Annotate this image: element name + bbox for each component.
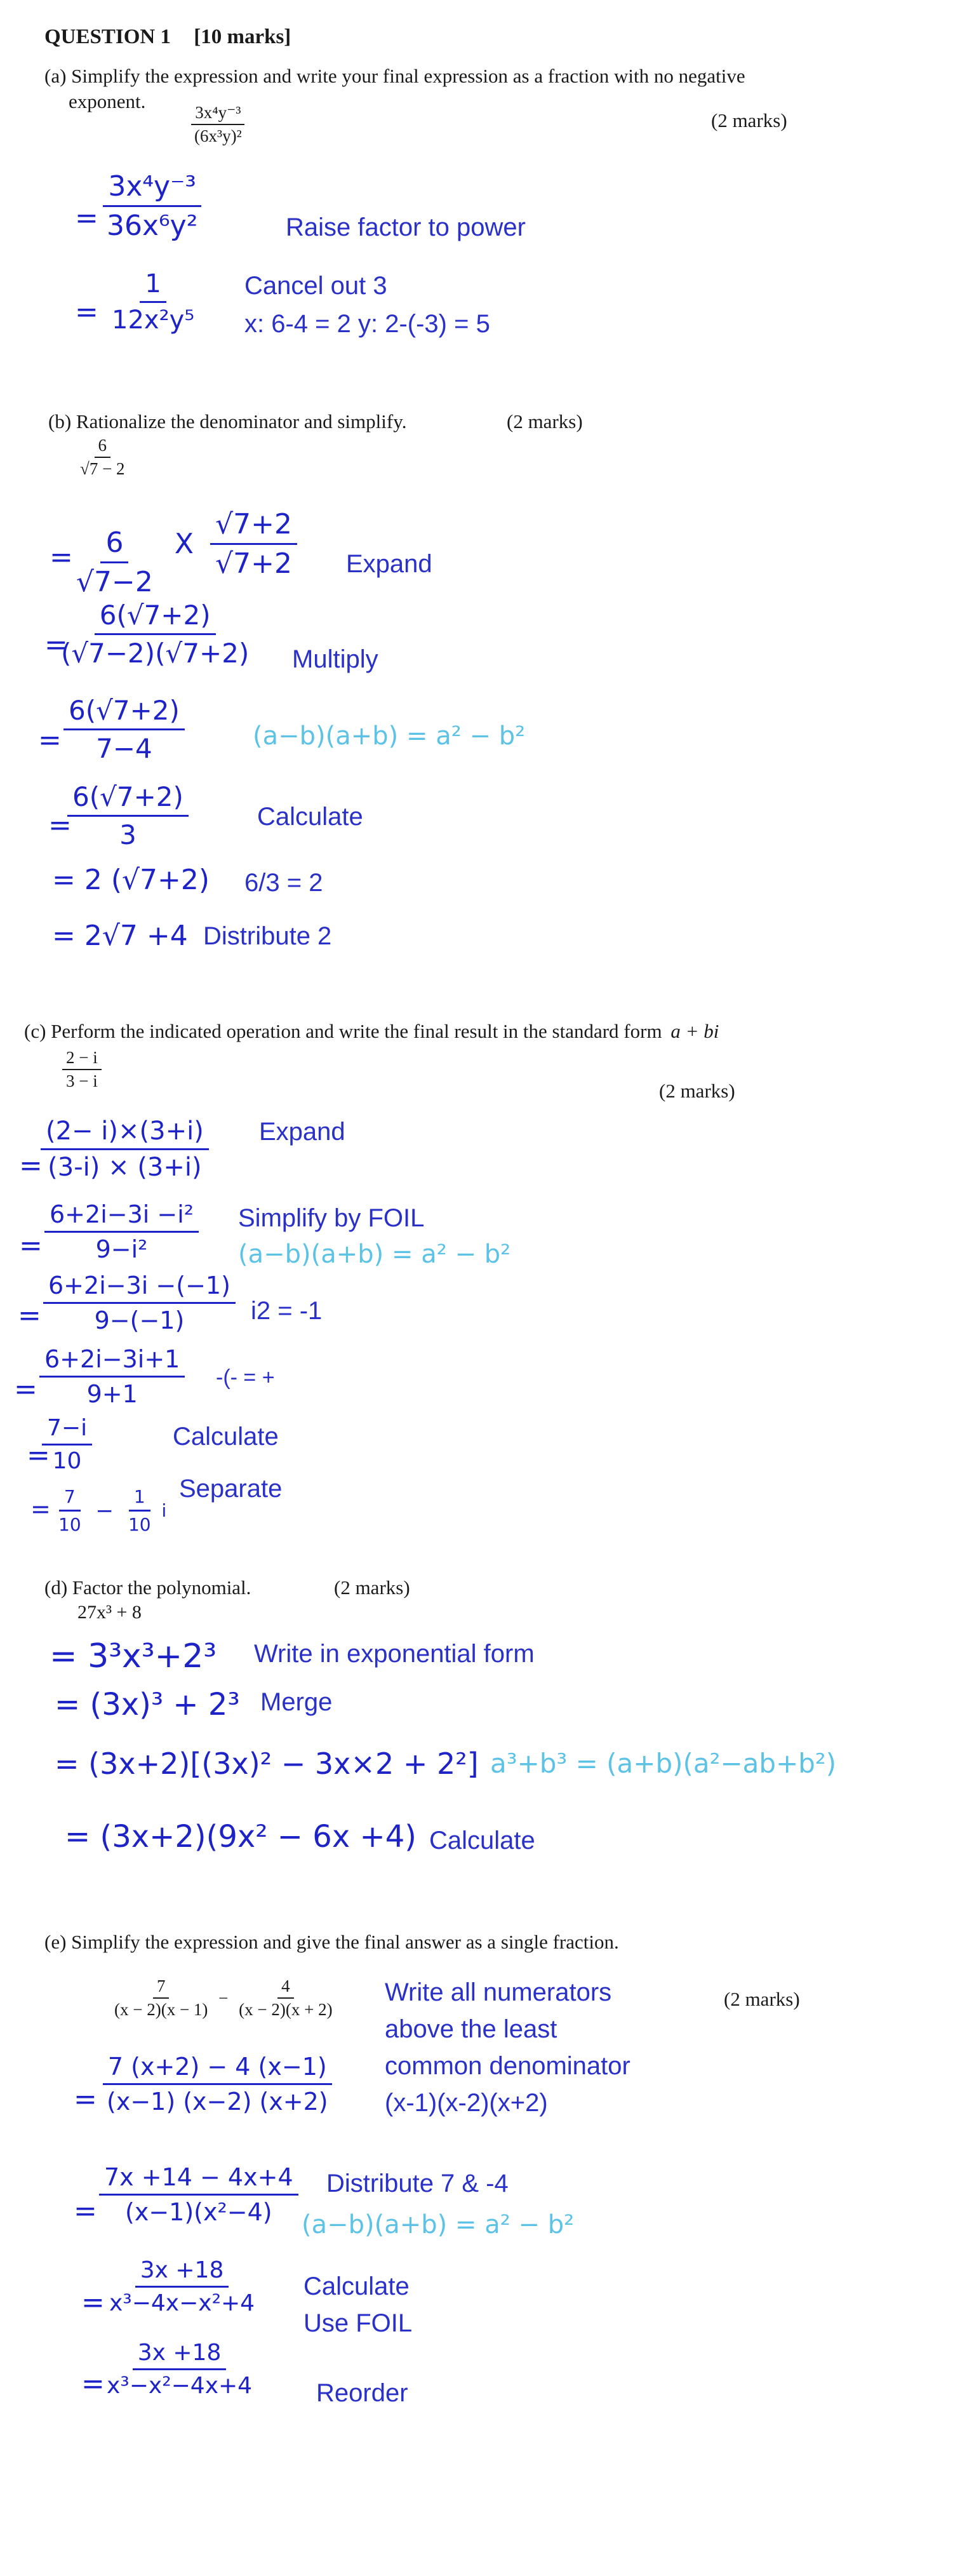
part-e-marks: (2 marks) — [724, 1988, 800, 2010]
equals-sign: = — [30, 1495, 51, 1523]
equals-sign: = — [74, 2083, 97, 2116]
part-e-step4 — [102, 2340, 257, 2399]
part-c-step4-note: -(- = + — [216, 1365, 275, 1390]
part-e-expr-num2: 4 — [277, 1976, 294, 1999]
part-b-expr-numerator: 6 — [95, 436, 111, 458]
part-d-expression: 27x³ + 8 — [77, 1602, 142, 1623]
part-b-step6-expression: = 2√7 +4 — [52, 920, 188, 952]
part-e-step3 — [104, 2257, 260, 2316]
part-b-s1-den1: √7−2 — [76, 565, 153, 598]
part-b-s1-den2: √7+2 — [215, 547, 292, 580]
question-title — [44, 25, 291, 49]
equals-sign: = — [74, 2195, 97, 2227]
part-e-lcd-note-line1: Write all numerators — [385, 1978, 612, 2006]
part-c-s6-minus: − — [95, 1498, 114, 1524]
part-b-expr-denominator: √7 − 2 — [80, 459, 125, 478]
part-c-s2-numerator: 6+2i−3i −i² — [44, 1200, 199, 1233]
part-c-s6-b-denominator: 10 — [128, 1514, 151, 1535]
part-c-step1-note: Expand — [259, 1118, 345, 1146]
equals-sign: = — [14, 1373, 37, 1405]
part-c-s3-denominator: 9−(−1) — [94, 1306, 185, 1334]
part-c-s2-denominator: 9−i² — [95, 1235, 148, 1263]
part-c-step3 — [43, 1271, 236, 1334]
part-e-s1-denominator: (x−1) (x−2) (x+2) — [107, 2088, 328, 2116]
part-e-s2-denominator: (x−1)(x²−4) — [125, 2198, 272, 2226]
part-c-step6-note: Separate — [179, 1475, 283, 1503]
part-e-step1 — [102, 2053, 333, 2116]
part-a-step1 — [102, 170, 203, 242]
part-e-step3-note2: Use FOIL — [303, 2309, 413, 2337]
part-c-s4-numerator: 6+2i−3i+1 — [39, 1345, 185, 1378]
equals-sign: = — [18, 1299, 41, 1332]
part-b-s3-denominator: 7−4 — [96, 733, 152, 764]
part-b-s3-numerator: 6(√7+2) — [63, 695, 185, 730]
part-b-prompt: (b) Rationalize the denominator and simplify. — [48, 410, 407, 433]
part-b-step4 — [67, 781, 189, 850]
part-a-step2 — [107, 269, 199, 335]
equals-sign: = — [19, 1150, 43, 1182]
part-e-s1-numerator: 7 (x+2) − 4 (x−1) — [103, 2053, 332, 2085]
part-b-step2 — [56, 600, 254, 669]
part-c-prompt — [24, 1020, 719, 1043]
part-c-expr-denominator: 3 − i — [66, 1071, 98, 1090]
part-e-difference-of-squares-note: (a−b)(a+b) = a² − b² — [302, 2210, 575, 2239]
part-a-step2-numerator: 1 — [140, 269, 166, 303]
part-e-s4-numerator: 3x +18 — [133, 2340, 227, 2370]
part-e-s4-denominator: x³−x²−4x+4 — [107, 2373, 253, 2399]
part-b-s1-times: X — [174, 528, 194, 560]
part-c-step5-note: Calculate — [173, 1423, 279, 1451]
part-d-step4-note: Calculate — [429, 1827, 535, 1855]
part-b-step1-note: Expand — [346, 550, 432, 578]
part-c-step2-note: Simplify by FOIL — [238, 1204, 425, 1232]
part-c-s3-numerator: 6+2i−3i −(−1) — [43, 1271, 236, 1304]
part-e-step2 — [99, 2163, 298, 2226]
part-c-s6-i: i — [161, 1500, 167, 1521]
part-d-step1-expression: = 3³x³+2³ — [50, 1637, 217, 1675]
part-a-marks: (2 marks) — [711, 109, 787, 131]
part-c-s1-numerator: (2− i)×(3+i) — [41, 1117, 209, 1150]
equals-sign: = — [27, 1439, 50, 1472]
part-b-s2-numerator: 6(√7+2) — [95, 600, 216, 635]
part-c-step5 — [42, 1415, 92, 1474]
part-c-difference-of-squares-note: (a−b)(a+b) = a² − b² — [238, 1240, 511, 1269]
part-e-step3-note1: Calculate — [303, 2272, 410, 2300]
equals-sign: = — [50, 541, 73, 574]
part-d-step1-note: Write in exponential form — [254, 1640, 535, 1668]
part-e-lcd-note-line4: (x-1)(x-2)(x+2) — [385, 2089, 548, 2117]
equals-sign: = — [19, 1230, 43, 1262]
part-c-s4-denominator: 9+1 — [86, 1380, 138, 1408]
part-c-expr-numerator: 2 − i — [62, 1048, 102, 1070]
part-c-expression — [62, 1048, 102, 1091]
part-e-expr-minus: − — [218, 1988, 229, 2008]
part-a-step1-denominator: 36x⁶y² — [107, 210, 198, 242]
part-b-step5-expression: = 2 (√7+2) — [52, 864, 210, 896]
part-c-step1 — [41, 1117, 209, 1182]
part-a-step1-numerator: 3x⁴y⁻³ — [103, 170, 201, 207]
part-e-s3-denominator: x³−4x−x²+4 — [109, 2290, 255, 2316]
part-c-prompt-text: (c) Perform the indicated operation and write the final result in the standard form — [24, 1020, 662, 1042]
part-e-s3-numerator: 3x +18 — [135, 2257, 229, 2288]
part-d-step2-note: Merge — [260, 1688, 333, 1716]
part-a-expr-numerator: 3x⁴y⁻³ — [191, 103, 244, 125]
part-d-prompt: (d) Factor the polynomial. — [44, 1576, 251, 1599]
part-d-step4-expression: = (3x+2)(9x² − 6x +4) — [65, 1819, 417, 1855]
part-c-s5-numerator: 7−i — [42, 1415, 92, 1446]
part-c-s6-b-numerator: 1 — [129, 1486, 150, 1512]
part-c-s1-denominator: (3-i) × (3+i) — [48, 1153, 202, 1182]
part-e-expr-den1: (x − 2)(x − 1) — [114, 2000, 208, 2019]
part-b-step3 — [63, 695, 185, 764]
part-d-step3-expression: = (3x+2)[(3x)² − 3x×2 + 2²] — [55, 1747, 479, 1781]
equals-sign: = — [81, 2286, 105, 2319]
part-b-s1-num1: 6 — [100, 527, 128, 563]
part-c-marks: (2 marks) — [659, 1080, 735, 1102]
part-e-expr-num1: 7 — [153, 1976, 170, 1999]
part-b-marks: (2 marks) — [507, 410, 583, 433]
part-c-s6-a-numerator: 7 — [59, 1486, 81, 1512]
part-b-difference-of-squares-note: (a−b)(a+b) = a² − b² — [253, 721, 526, 751]
equals-sign: = — [44, 629, 68, 661]
part-b-s4-numerator: 6(√7+2) — [67, 781, 189, 817]
part-e-expr-den2: (x − 2)(x + 2) — [239, 2000, 333, 2019]
part-c-step3-note: i2 = -1 — [251, 1297, 323, 1325]
part-d-sum-of-cubes-note: a³+b³ = (a+b)(a²−ab+b²) — [490, 1748, 837, 1779]
part-e-step4-note: Reorder — [316, 2379, 408, 2407]
part-c-standard-form: a + bi — [670, 1020, 719, 1042]
part-b-step2-note: Multiply — [292, 645, 378, 673]
part-c-step4 — [39, 1345, 185, 1408]
equals-sign: = — [48, 809, 72, 842]
question-number: QUESTION 1 — [44, 25, 171, 48]
part-b-s2-denominator: (√7−2)(√7+2) — [61, 638, 250, 669]
part-d-step2-expression: = (3x)³ + 2³ — [55, 1687, 240, 1722]
part-b-s4-denominator: 3 — [119, 819, 137, 850]
part-c-s5-denominator: 10 — [52, 1448, 82, 1474]
part-a-step1-note: Raise factor to power — [286, 213, 526, 241]
equals-sign: = — [75, 296, 98, 328]
part-a-step2-denominator: 12x²y⁵ — [112, 305, 195, 335]
part-a-expr-denominator: (6x³y)² — [194, 126, 242, 145]
part-e-lcd-note-line2: above the least — [385, 2015, 557, 2043]
part-e-expression — [110, 1976, 337, 2020]
question-total-marks: [10 marks] — [194, 25, 291, 48]
equals-sign: = — [38, 724, 62, 756]
part-a-prompt-line1: (a) Simplify the expression and write your final expression as a fraction with no negative — [44, 65, 745, 87]
part-a-expression — [190, 103, 246, 146]
part-b-step5-note: 6/3 = 2 — [244, 869, 323, 897]
part-d-marks: (2 marks) — [334, 1576, 410, 1599]
equals-sign: = — [75, 202, 98, 234]
part-e-lcd-note-line3: common denominator — [385, 2052, 630, 2080]
part-b-step6-note: Distribute 2 — [203, 922, 332, 950]
part-a-step2-note2: x: 6-4 = 2 y: 2-(-3) = 5 — [244, 310, 490, 338]
part-b-step1 — [71, 508, 297, 598]
part-c-step2 — [44, 1200, 199, 1263]
part-e-lcd-note — [385, 1974, 630, 2121]
part-c-s6-a-denominator: 10 — [58, 1514, 81, 1535]
part-b-s1-num2: √7+2 — [210, 508, 297, 545]
part-e-step2-note: Distribute 7 & -4 — [326, 2170, 509, 2197]
part-a-step2-note1: Cancel out 3 — [244, 272, 387, 300]
part-e-prompt: (e) Simplify the expression and give the final answer as a single fraction. — [44, 1931, 619, 1953]
part-e-s2-numerator: 7x +14 − 4x+4 — [99, 2163, 298, 2196]
equals-sign: = — [81, 2368, 105, 2400]
part-a-prompt-line2: exponent. — [69, 90, 146, 112]
part-c-step6 — [53, 1486, 166, 1535]
part-b-step4-note: Calculate — [257, 803, 363, 831]
part-b-expression — [76, 436, 129, 479]
